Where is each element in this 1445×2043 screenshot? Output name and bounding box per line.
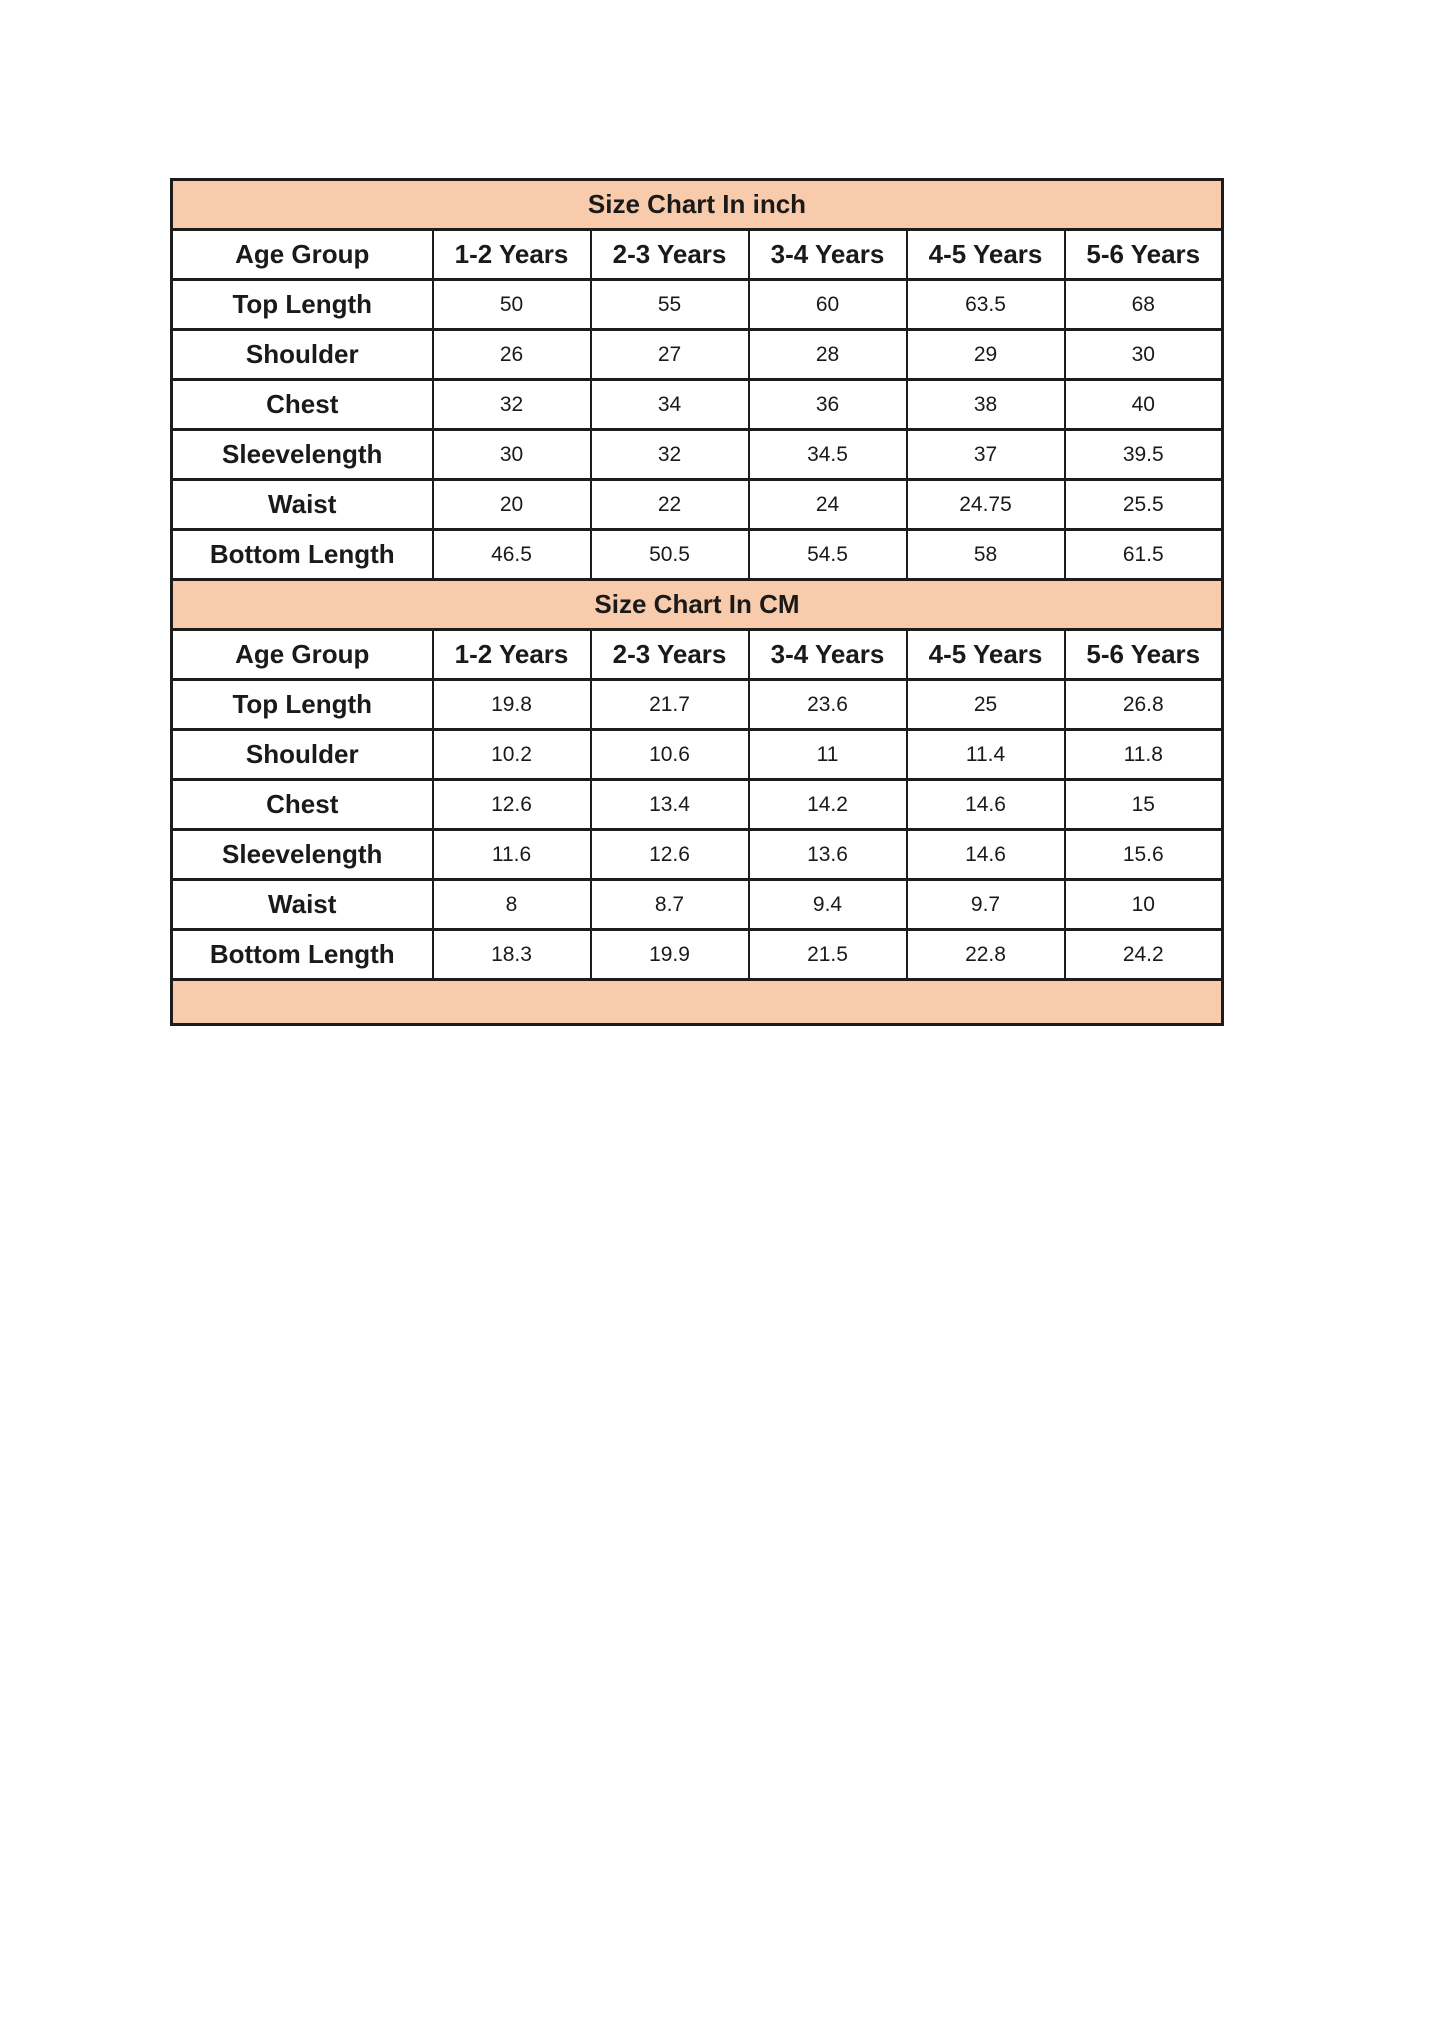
- inch-header-5-6-years: 5-6 Years: [1065, 230, 1223, 280]
- value-cell: 15: [1065, 780, 1223, 830]
- value-cell: 14.6: [907, 780, 1065, 830]
- value-cell: 14.6: [907, 830, 1065, 880]
- value-cell: 37: [907, 430, 1065, 480]
- value-cell: 28: [749, 330, 907, 380]
- value-cell: 19.8: [433, 680, 591, 730]
- value-cell: 36: [749, 380, 907, 430]
- value-cell: 55: [591, 280, 749, 330]
- value-cell: 27: [591, 330, 749, 380]
- value-cell: 10.2: [433, 730, 591, 780]
- value-cell: 23.6: [749, 680, 907, 730]
- cm-title-row: [172, 580, 1223, 630]
- inch-row-chest: [172, 380, 1223, 430]
- inch-header-age-group: Age Group: [172, 230, 433, 280]
- value-cell: 24.75: [907, 480, 1065, 530]
- value-cell: 34.5: [749, 430, 907, 480]
- row-label: Bottom Length: [172, 930, 433, 980]
- value-cell: 18.3: [433, 930, 591, 980]
- value-cell: 21.5: [749, 930, 907, 980]
- value-cell: 10.6: [591, 730, 749, 780]
- row-label: Bottom Length: [172, 530, 433, 580]
- value-cell: 12.6: [591, 830, 749, 880]
- value-cell: 32: [591, 430, 749, 480]
- value-cell: 39.5: [1065, 430, 1223, 480]
- value-cell: 22.8: [907, 930, 1065, 980]
- value-cell: 20: [433, 480, 591, 530]
- cm-header-3-4-years: 3-4 Years: [749, 630, 907, 680]
- value-cell: 30: [433, 430, 591, 480]
- row-label: Top Length: [172, 280, 433, 330]
- inch-section-title: Size Chart In inch: [172, 180, 1223, 230]
- value-cell: 13.4: [591, 780, 749, 830]
- value-cell: 26: [433, 330, 591, 380]
- value-cell: 13.6: [749, 830, 907, 880]
- value-cell: 15.6: [1065, 830, 1223, 880]
- value-cell: 50.5: [591, 530, 749, 580]
- value-cell: 8: [433, 880, 591, 930]
- cm-header-5-6-years: 5-6 Years: [1065, 630, 1223, 680]
- inch-row-bottom-length: [172, 530, 1223, 580]
- value-cell: 30: [1065, 330, 1223, 380]
- size-chart-table: [170, 178, 1224, 1026]
- value-cell: 50: [433, 280, 591, 330]
- value-cell: 10: [1065, 880, 1223, 930]
- cm-row-waist: [172, 880, 1223, 930]
- value-cell: 26.8: [1065, 680, 1223, 730]
- value-cell: 11.4: [907, 730, 1065, 780]
- inch-header-3-4-years: 3-4 Years: [749, 230, 907, 280]
- cm-row-sleevelength: [172, 830, 1223, 880]
- value-cell: 54.5: [749, 530, 907, 580]
- inch-row-shoulder: [172, 330, 1223, 380]
- value-cell: 68: [1065, 280, 1223, 330]
- inch-row-top-length: [172, 280, 1223, 330]
- value-cell: 14.2: [749, 780, 907, 830]
- row-label: Shoulder: [172, 330, 433, 380]
- value-cell: 11.8: [1065, 730, 1223, 780]
- value-cell: 58: [907, 530, 1065, 580]
- row-label: Chest: [172, 380, 433, 430]
- value-cell: 38: [907, 380, 1065, 430]
- cm-row-chest: [172, 780, 1223, 830]
- cm-section-title: Size Chart In CM: [172, 580, 1223, 630]
- value-cell: 25.5: [1065, 480, 1223, 530]
- value-cell: 24.2: [1065, 930, 1223, 980]
- row-label: Sleevelength: [172, 830, 433, 880]
- value-cell: 32: [433, 380, 591, 430]
- row-label: Waist: [172, 480, 433, 530]
- value-cell: 24: [749, 480, 907, 530]
- row-label: Chest: [172, 780, 433, 830]
- value-cell: 40: [1065, 380, 1223, 430]
- value-cell: 9.7: [907, 880, 1065, 930]
- cm-header-4-5-years: 4-5 Years: [907, 630, 1065, 680]
- cm-header-row: [172, 630, 1223, 680]
- value-cell: 25: [907, 680, 1065, 730]
- row-label: Waist: [172, 880, 433, 930]
- value-cell: 34: [591, 380, 749, 430]
- inch-header-row: [172, 230, 1223, 280]
- value-cell: 9.4: [749, 880, 907, 930]
- value-cell: 11.6: [433, 830, 591, 880]
- value-cell: 8.7: [591, 880, 749, 930]
- value-cell: 11: [749, 730, 907, 780]
- cm-header-1-2-years: 1-2 Years: [433, 630, 591, 680]
- inch-row-waist: [172, 480, 1223, 530]
- value-cell: 29: [907, 330, 1065, 380]
- value-cell: 63.5: [907, 280, 1065, 330]
- value-cell: 60: [749, 280, 907, 330]
- value-cell: 61.5: [1065, 530, 1223, 580]
- value-cell: 22: [591, 480, 749, 530]
- inch-title-row: [172, 180, 1223, 230]
- cm-row-shoulder: [172, 730, 1223, 780]
- value-cell: 46.5: [433, 530, 591, 580]
- cm-header-age-group: Age Group: [172, 630, 433, 680]
- cm-row-bottom-length: [172, 930, 1223, 980]
- cm-header-2-3-years: 2-3 Years: [591, 630, 749, 680]
- inch-header-1-2-years: 1-2 Years: [433, 230, 591, 280]
- row-label: Shoulder: [172, 730, 433, 780]
- inch-header-2-3-years: 2-3 Years: [591, 230, 749, 280]
- value-cell: 12.6: [433, 780, 591, 830]
- footer-band: [172, 980, 1223, 1025]
- value-cell: 19.9: [591, 930, 749, 980]
- row-label: Sleevelength: [172, 430, 433, 480]
- footer-band-row: [172, 980, 1223, 1025]
- cm-row-top-length: [172, 680, 1223, 730]
- row-label: Top Length: [172, 680, 433, 730]
- inch-row-sleevelength: [172, 430, 1223, 480]
- value-cell: 21.7: [591, 680, 749, 730]
- inch-header-4-5-years: 4-5 Years: [907, 230, 1065, 280]
